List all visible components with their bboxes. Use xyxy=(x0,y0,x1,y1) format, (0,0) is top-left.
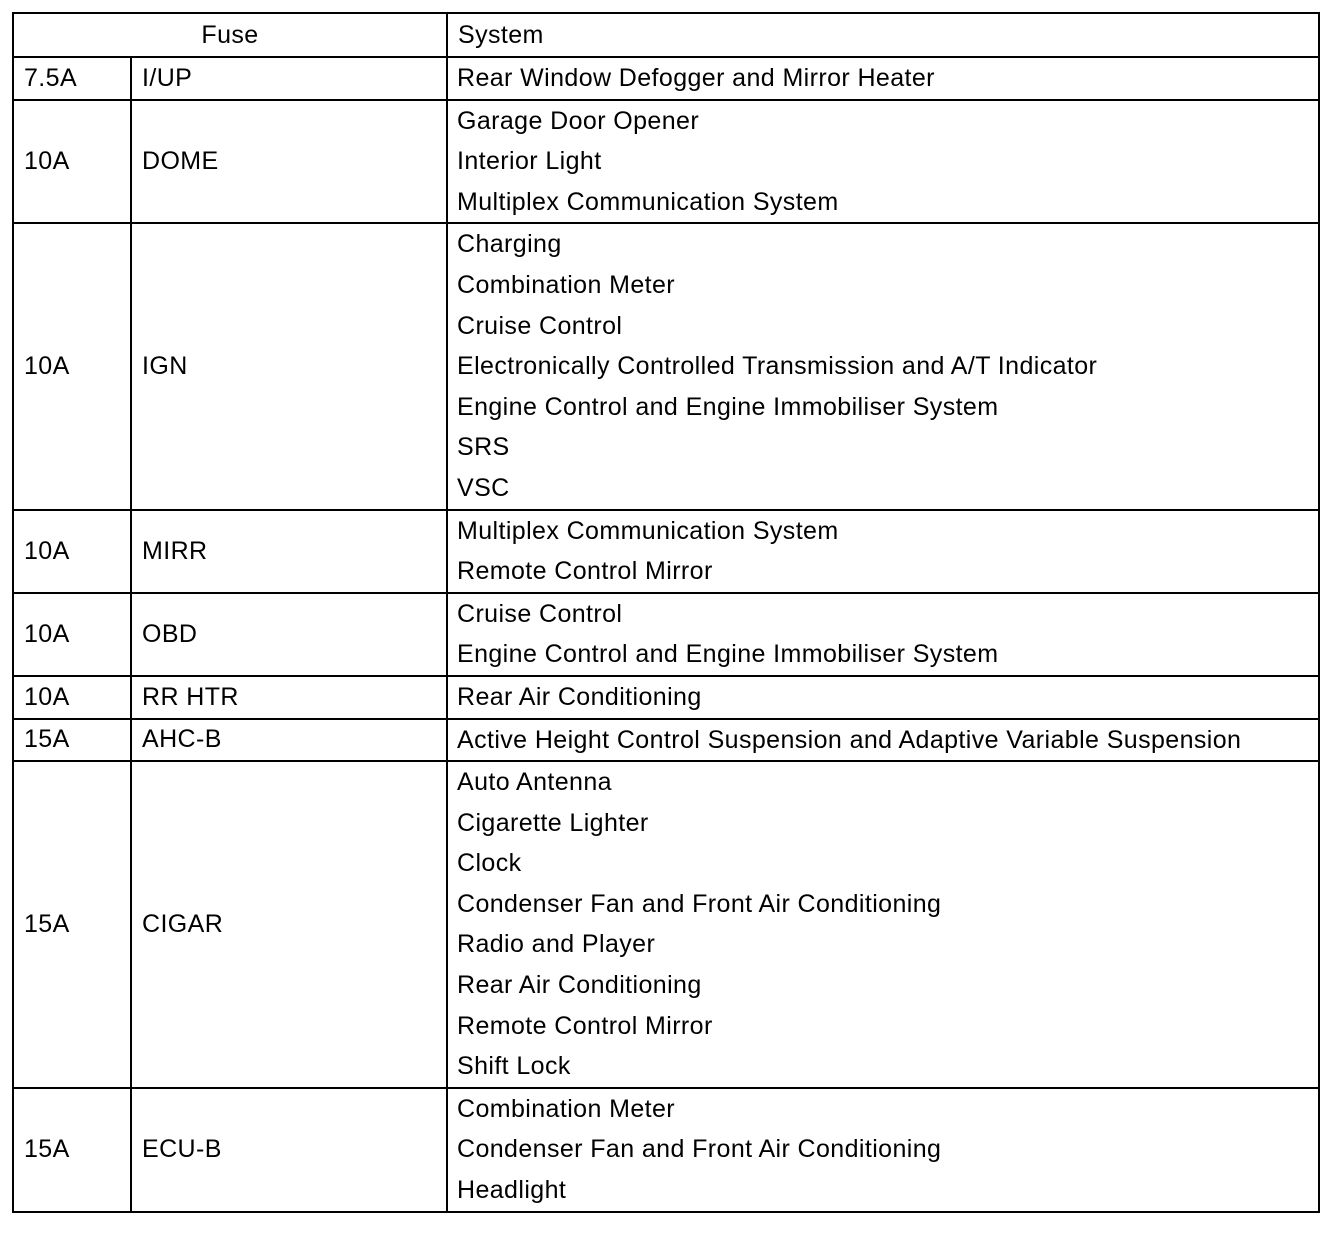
fuse-name: AHC-B xyxy=(131,719,447,762)
fuse-rating: 15A xyxy=(13,761,131,1088)
system-item: Rear Air Conditioning xyxy=(457,971,702,1000)
fuse-rating: 10A xyxy=(13,223,131,509)
system-item: Electronically Controlled Transmission and A/T Indicator xyxy=(457,352,1098,381)
system-item: Engine Control and Engine Immobiliser System xyxy=(457,392,999,421)
fuse-name: ECU-B xyxy=(131,1088,447,1212)
system-item: Charging xyxy=(457,230,562,259)
fuse-rating: 10A xyxy=(13,676,131,719)
system-list xyxy=(447,100,1319,224)
fuse-rating: 10A xyxy=(13,100,131,224)
system-list xyxy=(447,57,1319,100)
fuse-name: OBD xyxy=(131,593,447,676)
fuse-table xyxy=(12,12,1320,1213)
system-item: Remote Control Mirror xyxy=(457,557,713,586)
system-list xyxy=(447,719,1319,762)
system-item: SRS xyxy=(457,433,510,462)
header-row xyxy=(13,13,1319,57)
system-list xyxy=(447,223,1319,509)
fuse-rating: 10A xyxy=(13,510,131,593)
fuse-name: CIGAR xyxy=(131,761,447,1088)
system-item: Combination Meter xyxy=(457,1094,676,1123)
system-item: Condenser Fan and Front Air Conditioning xyxy=(457,889,942,918)
fuse-table-body xyxy=(13,57,1319,1212)
system-item: Cruise Control xyxy=(457,311,623,340)
table-row xyxy=(13,593,1319,676)
system-item: Engine Control and Engine Immobiliser System xyxy=(457,640,999,669)
system-list xyxy=(447,593,1319,676)
table-row xyxy=(13,57,1319,100)
system-item: Multiplex Communication System xyxy=(457,516,839,545)
system-item: Multiplex Communication System xyxy=(457,187,839,216)
system-list xyxy=(447,676,1319,719)
system-item: Shift Lock xyxy=(457,1052,571,1081)
fuse-rating: 15A xyxy=(13,719,131,762)
table-row xyxy=(13,510,1319,593)
system-item: Auto Antenna xyxy=(457,768,612,797)
table-row xyxy=(13,1088,1319,1212)
system-list xyxy=(447,1088,1319,1212)
system-item: Headlight xyxy=(457,1176,567,1205)
table-row xyxy=(13,100,1319,224)
system-item: Interior Light xyxy=(457,147,602,176)
fuse-rating: 15A xyxy=(13,1088,131,1212)
system-list xyxy=(447,510,1319,593)
system-item: Radio and Player xyxy=(457,930,656,959)
fuse-rating: 10A xyxy=(13,593,131,676)
system-item: Clock xyxy=(457,849,522,878)
table-row xyxy=(13,761,1319,1088)
system-item: Cigarette Lighter xyxy=(457,808,649,837)
system-item: Active Height Control Suspension and Adaptive Variable Suspension xyxy=(457,725,1242,754)
system-item: VSC xyxy=(457,473,510,502)
fuse-name: DOME xyxy=(131,100,447,224)
fuse-name: I/UP xyxy=(131,57,447,100)
system-item: Rear Air Conditioning xyxy=(457,682,702,711)
system-item: Combination Meter xyxy=(457,270,676,299)
fuse-name: RR HTR xyxy=(131,676,447,719)
table-row xyxy=(13,719,1319,762)
table-row xyxy=(13,676,1319,719)
system-list xyxy=(447,761,1319,1088)
fuse-name: MIRR xyxy=(131,510,447,593)
system-item: Condenser Fan and Front Air Conditioning xyxy=(457,1135,942,1164)
system-item: Rear Window Defogger and Mirror Heater xyxy=(457,64,935,92)
system-item: Garage Door Opener xyxy=(457,106,700,135)
fuse-column-header: Fuse xyxy=(13,13,447,57)
fuse-name: IGN xyxy=(131,223,447,509)
table-row xyxy=(13,223,1319,509)
system-item: Remote Control Mirror xyxy=(457,1011,713,1040)
system-column-header: System xyxy=(447,13,1319,57)
fuse-rating: 7.5A xyxy=(13,57,131,100)
system-item: Cruise Control xyxy=(457,599,623,628)
